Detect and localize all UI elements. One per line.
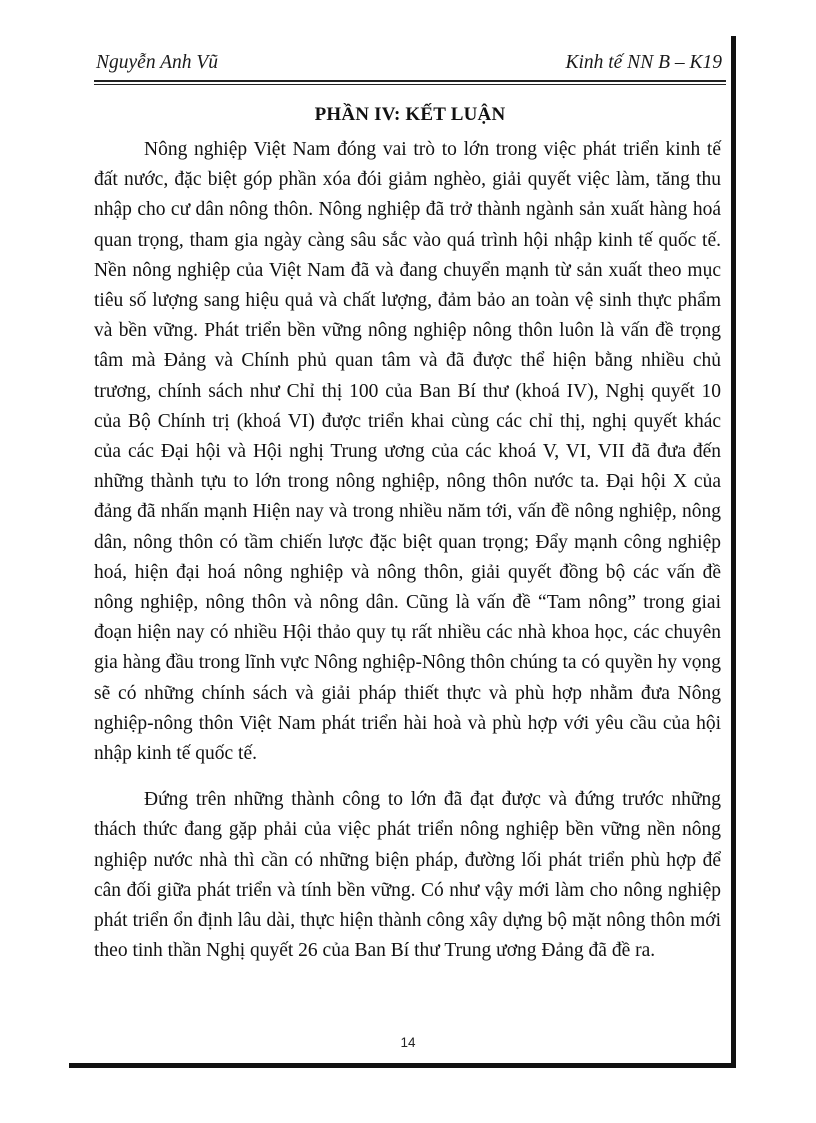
- header-rule-thin: [94, 84, 726, 85]
- header-author: Nguyễn Anh Vũ: [96, 52, 219, 73]
- header-course: Kinh tế NN B – K19: [565, 52, 722, 73]
- paragraph-2: Đứng trên những thành công to lớn đã đạt được và đứng trước những thách thức đang gặp phải của việc phát triển nông nghiệp bền vững nền nông nghiệp nước nhà thì cần có những biện pháp, đường lối phát triển phù hợp để cân đối giữa phát triển và tính bền vững. Có như vậy mới làm cho nông nghiệp phát triển ổn định lâu dài, thực hiện thành công xây dựng bộ mặt nông thôn mới theo tinh thần Nghị quyết 26 của Ban Bí thư Trung ương Đảng đã đề ra.: [94, 789, 721, 962]
- page-number: 14: [400, 1035, 416, 1050]
- page-header: [94, 52, 724, 82]
- body-text: [94, 135, 721, 966]
- paragraph-1: Nông nghiệp Việt Nam đóng vai trò to lớn trong việc phát triển kinh tế đất nước, đặc biệt góp phần xóa đói giảm nghèo, giải quyết việc làm, tăng thu nhập cho cư dân nông thôn. Nông nghiệp đã trở thành ngành sản xuất hàng hoá quan trọng, tham gia ngày càng sâu sắc vào quá trình hội nhập kinh tế quốc tế. Nền nông nghiệp của Việt Nam đã và đang chuyển mạnh từ sản xuất theo mục tiêu số lượng sang hiệu quả và chất lượng, đảm bảo an toàn vệ sinh thực phẩm và bền vững. Phát triển bền vững nông nghiệp nông thôn luôn là vấn đề trọng tâm mà Đảng và Chính phủ quan tâm và đã được thể hiện bằng nhiều chủ trương, chính sách như Chỉ thị 100 của Ban Bí thư (khoá IV), Nghị quyết 10 của Bộ Chính trị (khoá VI) được triển khai cùng các chỉ thị, nghị quyết khác của các Đại hội và Hội nghị Trung ương của các khoá V, VI, VII đã đưa đến những thành tựu to lớn trong nông nghiệp, nông thôn nước ta. Đại hội X của đảng đã nhấn mạnh Hiện nay và trong nhiều năm tới, vấn đề nông nghiệp, nông dân, nông thôn có tầm chiến lược đặc biệt quan trọng; Đẩy mạnh công nghiệp hoá, hiện đại hoá nông nghiệp và nông thôn, giải quyết đồng bộ các vấn đề nông nghiệp, nông thôn và nông dân. Cũng là vấn đề “Tam nông” trong giai đoạn hiện nay có nhiều Hội thảo quy tụ rất nhiều các nhà khoa học, các chuyên gia hàng đầu trong lĩnh vực Nông nghiệp-Nông thôn chúng ta có quyền hy vọng sẽ có những chính sách và giải pháp thiết thực và phù hợp nhằm đưa Nông nghiệp-nông thôn Việt Nam phát triển hài hoà và phù hợp với yêu cầu của hội nhập kinh tế quốc tế.: [94, 139, 721, 765]
- header-rule: [94, 80, 726, 82]
- section-title: PHẦN IV: KẾT LUẬN: [314, 104, 506, 125]
